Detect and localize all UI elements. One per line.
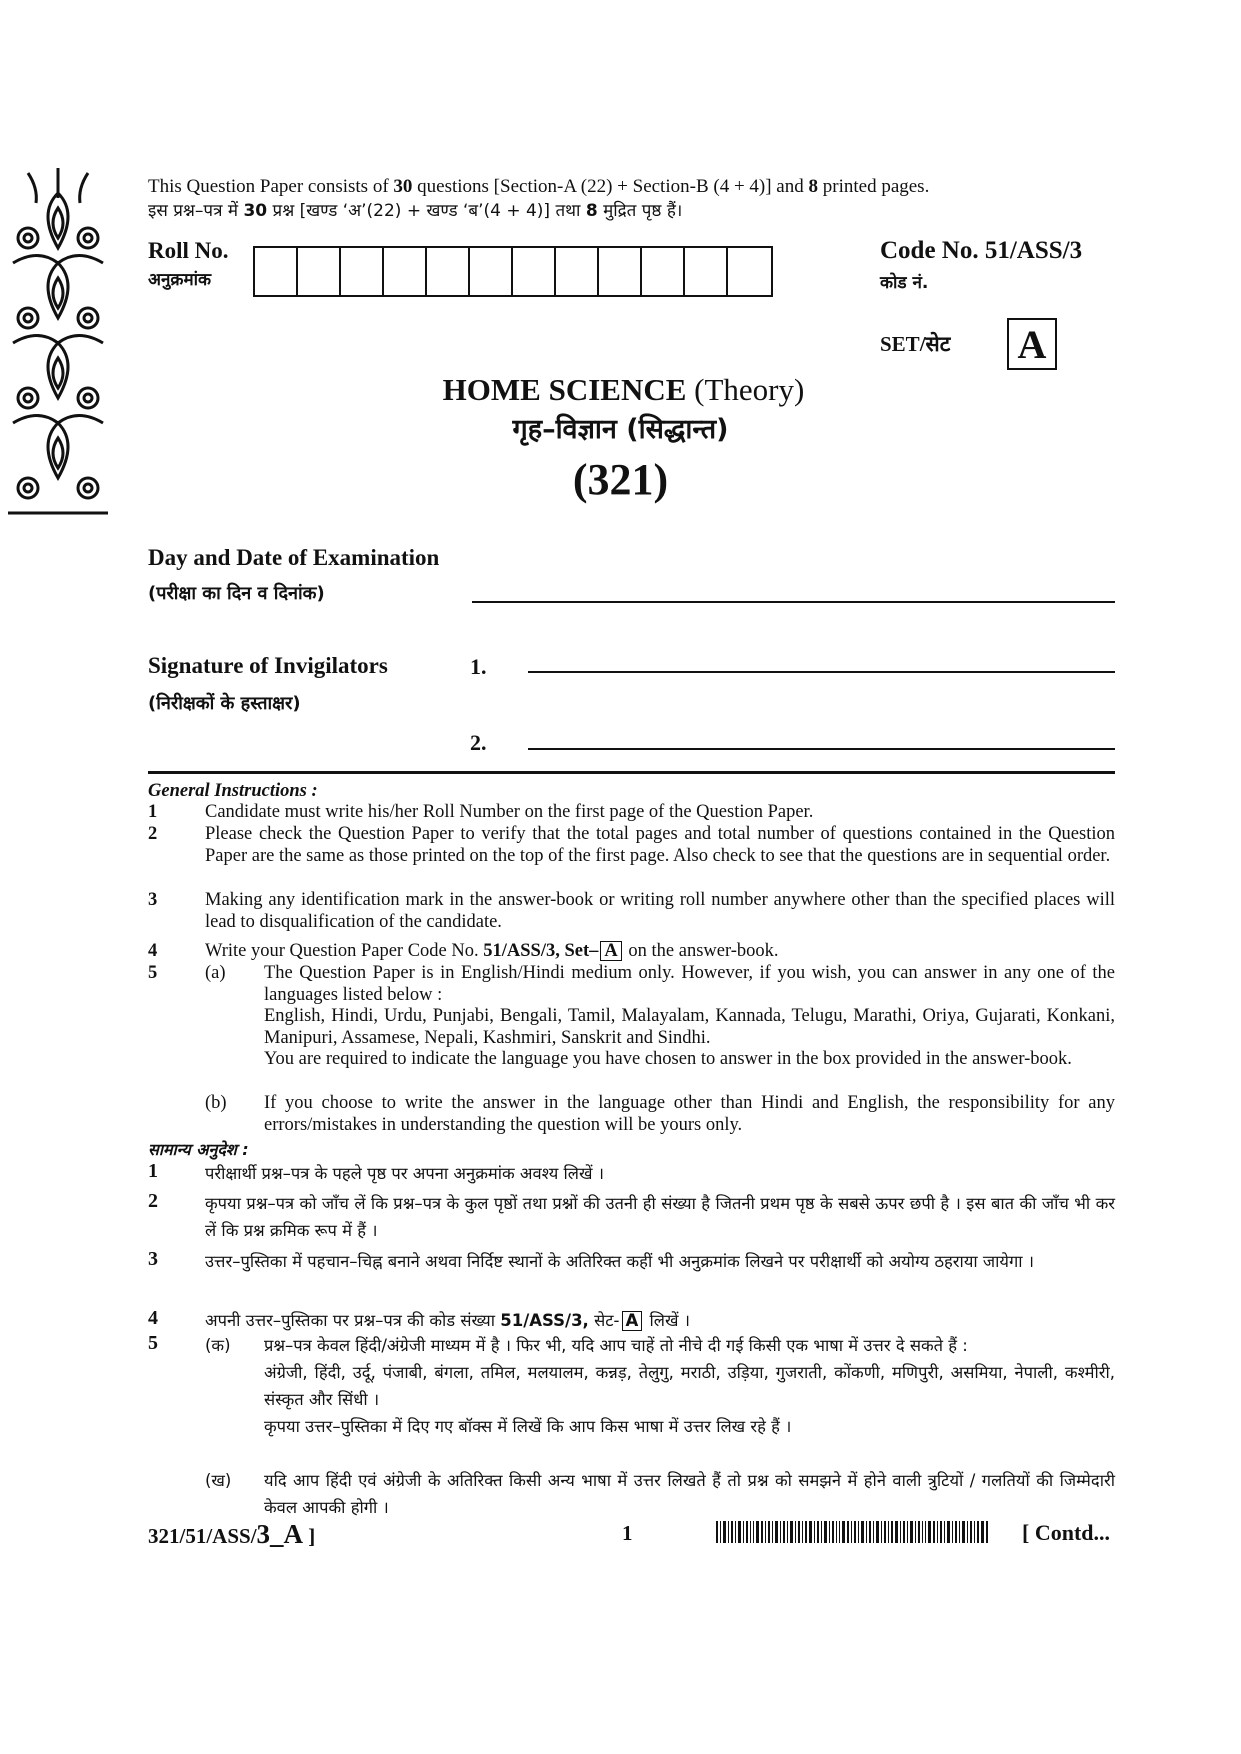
instructions-heading-en: General Instructions : xyxy=(148,781,318,801)
roll-cell[interactable] xyxy=(384,248,427,295)
instr-en-num-3: 3 xyxy=(148,890,158,910)
roll-label-hi: अनुक्रमांक xyxy=(148,270,212,290)
instr-hi-3: उत्तर–पुस्तिका में पहचान–चिह्न बनाने अथवा निर्दिष्ट स्थानों के अतिरिक्त कहीं भी अनुक्रमांक लिखने पर परीक्षार्थी को अयोग्य ठहराया जायेगा । xyxy=(205,1252,1035,1271)
instr-hi-5a-label: (क) xyxy=(205,1336,231,1355)
sign-2-line[interactable] xyxy=(528,748,1115,750)
sign-1-label: 1. xyxy=(470,654,487,679)
code-label-hi: कोड नं. xyxy=(880,273,929,293)
roll-cell[interactable] xyxy=(427,248,470,295)
consists-line-hi: इस प्रश्न–पत्र में 30 प्रश्न [खण्ड ‘अ’(22) + खण्ड ‘ब’(4 + 4)] तथा 8 मुद्रित पृष्ठ हैं। xyxy=(148,201,683,221)
exam-date-label-hi: (परीक्षा का दिन व दिनांक) xyxy=(148,583,325,604)
instr-en-num-4: 4 xyxy=(148,941,158,961)
set-label: SET/सेट xyxy=(880,332,951,356)
instr-en-5a-label: (a) xyxy=(205,963,226,983)
roll-cell[interactable] xyxy=(513,248,556,295)
roll-cell[interactable] xyxy=(642,248,685,295)
instr-en-2: Please check the Question Paper to verify that the total pages and total number of questions contained in the Question Paper are the same as those printed on the top of the first page. Also check to see that the questions are in sequential order. xyxy=(205,824,1115,866)
roll-cell[interactable] xyxy=(728,248,771,295)
subject-title: HOME SCIENCE (Theory) xyxy=(442,372,805,407)
instr-en-num-1: 1 xyxy=(148,802,158,822)
exam-date-line[interactable] xyxy=(472,601,1115,603)
instr-en-num-2: 2 xyxy=(148,824,158,844)
instr-en-5a-p1: The Question Paper is in English/Hindi medium only. However, if you wish, you can answer in any one of the languages listed below : xyxy=(264,963,1115,1005)
instr-hi-5a-text xyxy=(264,1332,1115,1440)
instructions-heading-hi: सामान्य अनुदेश : xyxy=(148,1140,249,1159)
subject-code: (321) xyxy=(572,455,669,504)
invigilator-label: Signature of Invigilators xyxy=(148,653,388,678)
instr-hi-4: अपनी उत्तर–पुस्तिका पर प्रश्न–पत्र की कोड संख्या 51/ASS/3, सेट- A लिखें । xyxy=(205,1311,690,1330)
sign-2-label: 2. xyxy=(470,730,487,755)
sign-1-line[interactable] xyxy=(528,671,1115,673)
instr-hi-num-2: 2 xyxy=(148,1190,158,1212)
instr-hi-1: परीक्षार्थी प्रश्न–पत्र के पहले पृष्ठ पर अपना अनुक्रमांक अवश्य लिखें । xyxy=(205,1164,604,1183)
instr-en-3: Making any identification mark in the answer-book or writing roll number anywhere other than the specified places will lead to disqualification of the candidate. xyxy=(205,890,1115,932)
roll-label: Roll No. xyxy=(148,238,229,263)
instr-en-5b-label: (b) xyxy=(205,1093,227,1113)
instr-hi-num-3: 3 xyxy=(148,1248,158,1270)
instr-hi-5a-p2: अंग्रेजी, हिंदी, उर्दू, पंजाबी, बंगला, तमिल, मलयालम, कन्नड़, तेलुगु, मराठी, उड़िया, गुजराती, कोंकणी, मणिपुरी, असमिया, नेपाली, कश्मीरी, संस्कृत और सिंधी । xyxy=(264,1363,1115,1409)
instr-hi-num-1: 1 xyxy=(148,1160,158,1182)
roll-cell[interactable] xyxy=(599,248,642,295)
instr-en-num-5: 5 xyxy=(148,963,158,983)
instr-en-4: Write your Question Paper Code No. 51/ASS/3, Set– A on the answer-book. xyxy=(205,941,779,961)
footer-code: 321/51/ASS/3_A ] xyxy=(148,1519,316,1549)
exam-date-label: Day and Date of Examination xyxy=(148,545,440,570)
instr-hi-num-4: 4 xyxy=(148,1307,158,1329)
roll-cell[interactable] xyxy=(470,248,513,295)
instr-en-5a-text xyxy=(264,963,1115,1071)
consists-line-en: This Question Paper consists of 30 questions [Section-A (22) + Section-B (4 + 4)] and 8 printed pages. xyxy=(148,176,930,197)
instr-hi-num-5: 5 xyxy=(148,1332,158,1354)
set-inline-box-hi: A xyxy=(622,1311,643,1331)
subject-title-hi: गृह–विज्ञान (सिद्धान्त) xyxy=(512,414,729,445)
roll-number-boxes[interactable] xyxy=(253,246,773,297)
contd-label: [ Contd... xyxy=(1022,1520,1111,1545)
instr-en-5a-p2: English, Hindi, Urdu, Punjabi, Bengali, Tamil, Malayalam, Kannada, Telugu, Marathi, Oriya, Gujarati, Konkani, Manipuri, Assamese, Nepali, Kashmiri, Sanskrit and Sindhi. xyxy=(264,1006,1115,1048)
instr-hi-5a-p1: प्रश्न–पत्र केवल हिंदी/अंग्रेजी माध्यम में है । फिर भी, यदि आप चाहें तो नीचे दी गई किसी एक भाषा में उत्तर दे सकते हैं : xyxy=(264,1336,968,1355)
set-inline-box: A xyxy=(600,941,621,961)
roll-cell[interactable] xyxy=(341,248,384,295)
instr-hi-5a-p3: कृपया उत्तर–पुस्तिका में दिए गए बॉक्स में लिखें कि आप किस भाषा में उत्तर लिख रहे हैं । xyxy=(264,1417,792,1436)
set-box: A xyxy=(1007,318,1057,370)
instr-hi-5b-text: यदि आप हिंदी एवं अंग्रेजी के अतिरिक्त किसी अन्य भाषा में उत्तर लिखते हैं तो प्रश्न को समझने में होने वाली त्रुटियों / गलतियों की जिम्मेदारी केवल आपकी होगी । xyxy=(264,1471,1115,1517)
instr-hi-2: कृपया प्रश्न–पत्र को जाँच लें कि प्रश्न–पत्र के कुल पृष्ठों तथा प्रश्नों की उतनी ही संख्या है जितनी प्रथम पृष्ठ के सबसे ऊपर छपी है । इस बात की जाँच भी कर लें कि प्रश्न क्रमिक रूप में हैं । xyxy=(205,1194,1115,1240)
divider-line xyxy=(148,771,1115,774)
instr-hi-5b-label: (ख) xyxy=(205,1471,232,1490)
page-number: 1 xyxy=(622,1521,633,1545)
instr-en-5b-text: If you choose to write the answer in the language other than Hindi and English, the responsibility for any errors/mistakes in understanding the question will be yours only. xyxy=(264,1093,1115,1135)
code-number: Code No. 51/ASS/3 xyxy=(880,237,1083,264)
roll-cell[interactable] xyxy=(685,248,728,295)
instr-en-1: Candidate must write his/her Roll Number on the first page of the Question Paper. xyxy=(205,802,814,822)
invigilator-label-hi: (निरीक्षकों के हस्ताक्षर) xyxy=(148,693,301,714)
barcode xyxy=(716,1521,988,1543)
roll-cell[interactable] xyxy=(556,248,599,295)
roll-cell[interactable] xyxy=(255,248,298,295)
roll-cell[interactable] xyxy=(298,248,341,295)
instr-en-5a-p3: You are required to indicate the language you have chosen to answer in the box provided in the answer-book. xyxy=(264,1049,1072,1069)
